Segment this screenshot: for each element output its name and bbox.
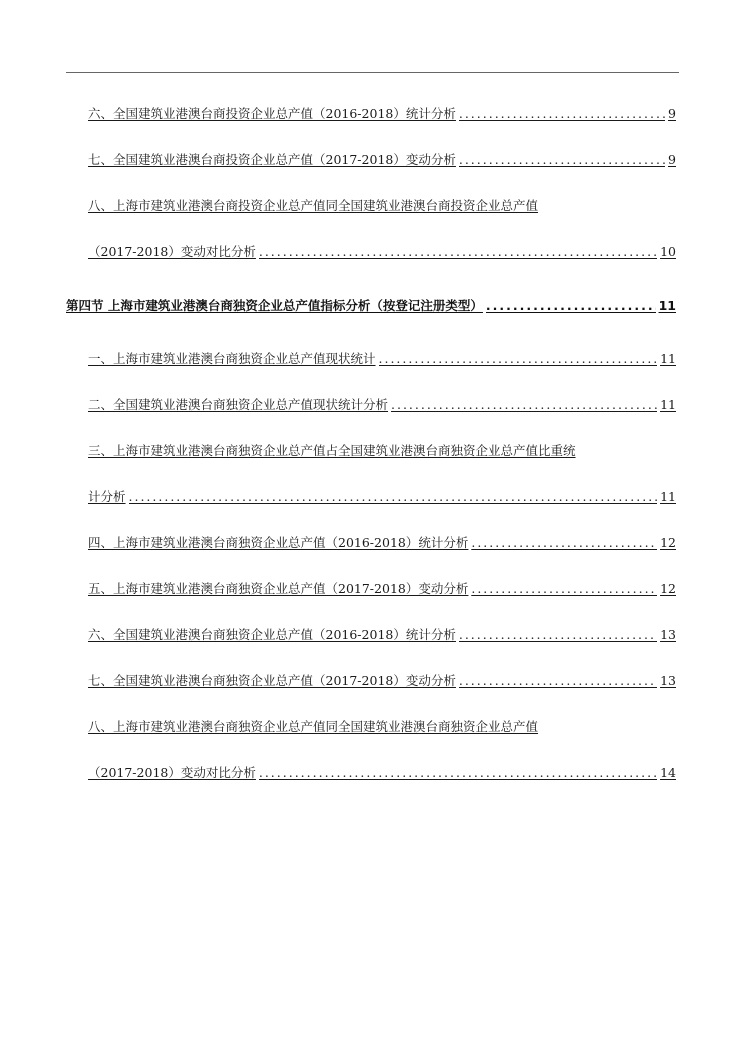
toc-section-4-heading[interactable] — [66, 293, 676, 315]
toc-entry-title: （2017-2018）变动对比分析 — [88, 244, 256, 259]
toc-page-number: 14 — [660, 765, 676, 780]
toc-entry-part-4-sole[interactable] — [88, 530, 676, 552]
toc-entry-part-3-sole-line1[interactable] — [88, 438, 676, 460]
toc-entry-part-3-sole-line2[interactable] — [88, 484, 676, 506]
toc-page-number: 11 — [660, 351, 676, 366]
toc-entry-part-8-investment-line2[interactable] — [88, 239, 676, 261]
toc-leader-dots — [459, 151, 665, 169]
toc-leader-dots — [471, 534, 657, 552]
toc-entry-title: （2017-2018）变动对比分析 — [88, 765, 256, 780]
toc-entry-title: 二、全国建筑业港澳台商独资企业总产值现状统计分析 — [88, 397, 389, 412]
toc-entry-title: 八、上海市建筑业港澳台商独资企业总产值同全国建筑业港澳台商独资企业总产值 — [88, 719, 539, 734]
toc-leader-dots — [486, 297, 656, 315]
toc-entry-part-1-sole[interactable] — [88, 346, 676, 368]
toc-page-number: 11 — [660, 397, 676, 412]
toc-page-number: 12 — [660, 535, 676, 550]
toc-leader-dots — [459, 672, 657, 690]
toc-entry-part-7-sole[interactable] — [88, 668, 676, 690]
toc-entry-title: 一、上海市建筑业港澳台商独资企业总产值现状统计 — [88, 351, 376, 366]
toc-entry-title: 六、全国建筑业港澳台商投资企业总产值（2016-2018）统计分析 — [88, 106, 456, 121]
toc-entry-part-8-sole-line2[interactable] — [88, 760, 676, 782]
toc-page-number: 9 — [668, 106, 676, 121]
toc-entry-title: 四、上海市建筑业港澳台商独资企业总产值（2016-2018）统计分析 — [88, 535, 469, 550]
toc-section-title: 第四节 上海市建筑业港澳台商独资企业总产值指标分析（按登记注册类型） — [66, 298, 483, 313]
toc-leader-dots — [259, 243, 657, 261]
toc-entry-part-7-investment[interactable] — [88, 147, 676, 169]
toc-entry-title: 计分析 — [88, 489, 126, 504]
toc-entry-part-5-sole[interactable] — [88, 576, 676, 598]
toc-page-number: 11 — [660, 489, 676, 504]
toc-page-number: 11 — [658, 298, 676, 313]
toc-leader-dots — [391, 396, 657, 414]
toc-entry-title: 三、上海市建筑业港澳台商独资企业总产值占全国建筑业港澳台商独资企业总产值比重统 — [88, 443, 576, 458]
toc-entry-title: 八、上海市建筑业港澳台商投资企业总产值同全国建筑业港澳台商投资企业总产值 — [88, 198, 539, 213]
toc-entry-title: 七、全国建筑业港澳台商投资企业总产值（2017-2018）变动分析 — [88, 152, 456, 167]
toc-page-number: 10 — [660, 244, 676, 259]
toc-entry-title: 五、上海市建筑业港澳台商独资企业总产值（2017-2018）变动分析 — [88, 581, 469, 596]
toc-page-number: 9 — [668, 152, 676, 167]
toc-page-number: 13 — [660, 627, 676, 642]
toc-entry-part-2-sole[interactable] — [88, 392, 676, 414]
toc-leader-dots — [129, 488, 658, 506]
toc-entry-part-6-investment[interactable] — [88, 101, 676, 123]
toc-entry-part-6-sole[interactable] — [88, 622, 676, 644]
toc-entry-title: 六、全国建筑业港澳台商独资企业总产值（2016-2018）统计分析 — [88, 627, 456, 642]
toc-leader-dots — [459, 105, 665, 123]
toc-entry-title: 七、全国建筑业港澳台商独资企业总产值（2017-2018）变动分析 — [88, 673, 456, 688]
toc-leader-dots — [379, 350, 658, 368]
toc-page-number: 13 — [660, 673, 676, 688]
toc-leader-dots — [259, 764, 657, 782]
toc-entry-part-8-investment-line1[interactable] — [88, 193, 676, 215]
toc-leader-dots — [459, 626, 657, 644]
toc-entry-part-8-sole-line1[interactable] — [88, 714, 676, 736]
toc-leader-dots — [471, 580, 657, 598]
toc-page-number: 12 — [660, 581, 676, 596]
